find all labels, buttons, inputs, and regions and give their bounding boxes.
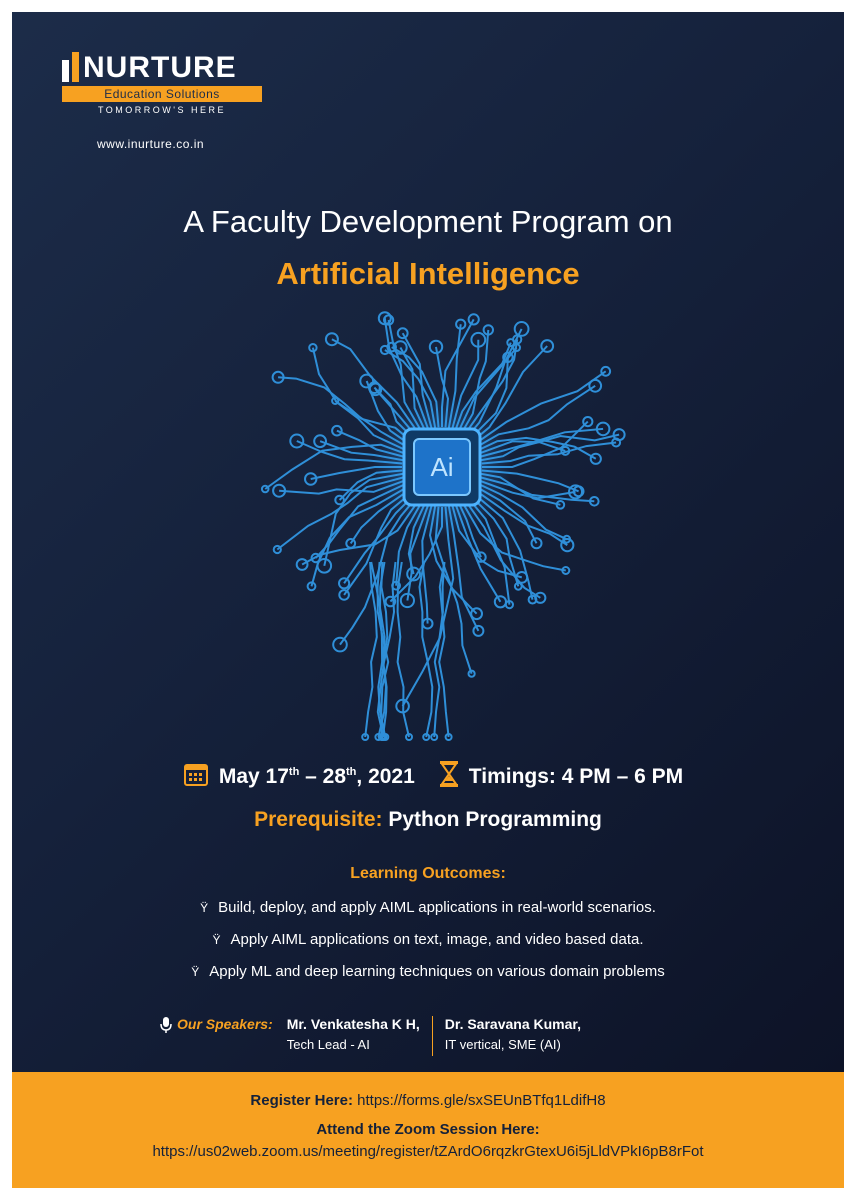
learning-outcomes-title: Learning Outcomes: — [350, 865, 506, 882]
logo-name: NURTURE — [83, 51, 237, 84]
website-link[interactable]: www.inurture.co.in — [97, 137, 205, 151]
logo-sub: TOMORROW'S HERE — [97, 105, 227, 115]
title-line2: Artificial Intelligence — [276, 256, 580, 291]
logo-mark-icon — [62, 52, 79, 82]
hourglass-icon — [439, 760, 459, 794]
speaker-divider — [432, 1016, 433, 1056]
poster — [12, 12, 844, 1072]
date-range: May 17th – 28th, 2021 — [218, 765, 415, 788]
list-item: Ÿ Build, deploy, and apply AIML applications in real-world scenarios. — [200, 899, 656, 916]
logo-tagline: Education Solutions — [62, 86, 262, 102]
chip-label: Ai — [430, 452, 454, 482]
brain-circuit-icon — [212, 302, 672, 762]
timings: Timings: 4 PM – 6 PM — [468, 765, 684, 788]
register-link[interactable]: https://forms.gle/sxSEUnBTfq1LdifH8 — [357, 1092, 606, 1109]
list-item: Ÿ Apply ML and deep learning techniques on various domain problems — [191, 963, 665, 980]
speaker-2: Dr. Saravana Kumar, IT vertical, SME (AI) — [444, 1016, 581, 1052]
zoom-label: Attend the Zoom Session Here: — [316, 1121, 540, 1138]
inurture-logo — [62, 52, 262, 115]
speakers — [160, 1016, 581, 1056]
speaker-1: Mr. Venkatesha K H, Tech Lead - AI — [286, 1016, 420, 1052]
registration-footer — [12, 1072, 844, 1188]
calendar-icon — [183, 761, 209, 793]
learning-outcomes-list — [12, 897, 844, 993]
list-item: Ÿ Apply AIML applications on text, image, and video based data. — [212, 931, 644, 948]
speakers-label: Our Speakers: — [160, 1016, 273, 1056]
prerequisite: Prerequisite: Python Programming — [254, 808, 602, 831]
register-line: Register Here: https://forms.gle/sxSEUnBTfq1LdifH8 — [250, 1092, 606, 1109]
title-line1: A Faculty Development Program on — [183, 204, 673, 239]
microphone-icon — [160, 1016, 172, 1034]
schedule-row — [12, 760, 844, 794]
zoom-link[interactable]: https://us02web.zoom.us/meeting/register/tZArdO6rqzkrGtexU6i5jLldVPkI6pB8rFot — [152, 1143, 704, 1160]
